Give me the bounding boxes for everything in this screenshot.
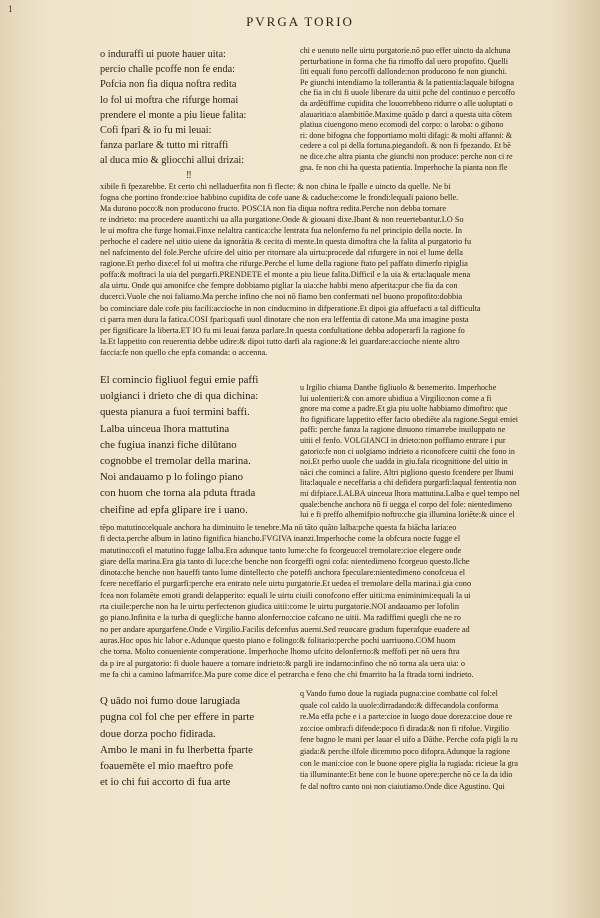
- text-line: auras.Hoc opus hic labor e.Adunque questo piano e folingo:& folitario:perche pochi uarriuono.COM huom: [100, 635, 456, 645]
- text-line: o induraffi ui puote hauer uita:: [100, 49, 226, 60]
- text-line: Pe giunchi intendiamo la tollerantia & la patientia:laquale bifogna: [300, 77, 514, 87]
- commentary-block-bottom: [300, 688, 586, 792]
- text-line: chi e uenuto nelle uirtu purgatorie.nō puo effer uincto da alchuna: [300, 46, 511, 55]
- verse-lines: [100, 693, 292, 791]
- text-line: perturbatione in forma che fia rimoffo dal uero propofito. Quelli: [300, 56, 508, 66]
- text-line: gnore ma come a padre.Et gia piu uolte habbiamo dimoftro: que: [300, 404, 508, 414]
- text-line: alauaritia:o alambitiōe.Maxime quādo p darci a questa uita cōtem: [300, 109, 512, 119]
- commentary-lines: [100, 181, 586, 358]
- text-line: dinota:che benche non haueffi tanto lume dintellecto che poteffi anchora fpeculare:nientedimeno conofceua el: [100, 568, 466, 578]
- text-line: da p ire al purgatorio: fi duole hauere a tornare indrieto:& pargli ire indarno:infino che nō torna ala uera uia: o: [100, 658, 466, 668]
- text-line: quale:benche anchora nō fi uegga el corpo del fole: nientedimeno: [300, 499, 512, 509]
- text-line: con le mani:cioe con le buone opere piglia la rugiada: ricieue la gra: [300, 758, 518, 768]
- text-line: rta ciuile:perche non ha le uirtu perfectenon giudica uitii:come le uirtu purgatorie.NOI andauamo per lofolin: [100, 602, 460, 612]
- text-line: xibile fi fpezarebbe. Et certo chi nelladuerfita non fi flecte: & non china le fpalle e uincto da quelle. Ne bi: [100, 182, 451, 191]
- text-line: fanza parlare & tutto mi ritraffi: [100, 140, 229, 152]
- text-line: faccia:fe non quello che epfa comanda: o accenna.: [100, 347, 268, 357]
- text-line: le ui moftra che furge homai.Finxe nelaltra cantica:che lentrata fua nelonferno fu nel principio della nocte. In: [100, 226, 462, 236]
- text-line: tēpo matutino:elquale anchora ha diminuito le tenebre.Ma nō tāto quāto lalba:pche questa fa biācha laria:eo: [100, 523, 457, 532]
- text-line: la.Et lappetito con reuerentia debbe udire:& dipoi tutto darfi ala ragione:& lei guardare:accioche niente altro: [100, 336, 460, 346]
- commentary-lines: [300, 383, 586, 521]
- text-line: cheifine ad epfa glipare ire i uano.: [100, 503, 248, 516]
- text-line: ne dice.che altra pianta che giunchi non produce: perche non ci re: [300, 151, 513, 161]
- fleuron-ornament: ‼: [186, 170, 192, 181]
- text-line: che torna. Molto conueniente comperatione. Imperhoche lhomo ufcito delonferno:& meffofi per nō uera ftra: [100, 647, 460, 657]
- running-head: PVRGA TORIO: [246, 14, 354, 29]
- text-line: Ma durono poco:& non producono fructo. POSCIA non fia diqua noftra redita.Perche non debba tornare: [100, 204, 447, 214]
- text-line: Noi andauamo p lo folingo piano: [100, 471, 244, 484]
- text-line: Pofcia non fia diqua noftra redita: [100, 79, 237, 91]
- text-line: che fugiua inanzi fiche dilūtano: [100, 438, 237, 451]
- text-line: ala uirtu. Onde qui amonifce che fempre dobbiamo pigliar la uia:che habbi meno afperita:pur che fia da con: [100, 281, 458, 291]
- verse-lines: [100, 372, 292, 518]
- text-line: et io chi fui accorto di fua arte: [100, 776, 231, 789]
- text-line: me fa chi a camino lafmarrifce.Ma pure come dice el petrarcha e feno che chi fmarrito ha la ftrada torni indrieto.: [100, 669, 474, 679]
- text-line: da ardētiffime cupidita che louorrebbeno ridurre o alle uoluptati o: [300, 98, 513, 108]
- text-line: q Vando fumo doue la rugiada pugna:cioe combatte col fol:el: [300, 689, 498, 698]
- text-line: fe dal noftro canto noi non ciaiutiamo.Onde dice Agustino. Qui: [300, 781, 505, 791]
- verse-block-top: [100, 47, 292, 169]
- text-line: cognobbe el tremolar della marina.: [100, 455, 251, 468]
- text-line: giare della marina.Era gia tanto di luce:che benche non fcorgeffi ogni cofa: nientedimeno fcorgeuo questo.llche: [100, 556, 470, 566]
- commentary-lines: [300, 46, 586, 173]
- text-line: zo:cioe ombra:fi difende:poco fi dirada:& non fi rifolue. Virgilio: [300, 723, 509, 733]
- text-line: re indrieto: ma procedere auanti:chi ua alla purgatione.Onde & giouani dixe.Ibant & non reuertebantur.LO So: [100, 215, 464, 225]
- text-line: go piano.Infinita e la turba di quegli:che hanno alonferno:cioe cafcano ne uitii. Ma radiffimi quegli che ne ro: [100, 613, 461, 623]
- text-line: lo fol ui moftra che rifurge homai: [100, 94, 239, 106]
- text-line: doue dorza pocho fidirada.: [100, 727, 216, 740]
- text-line: questa pianura a fuoi termini baffi.: [100, 406, 250, 419]
- text-line: fcea non folamēte emoti grandi delapperito: equali le uirtu ciuili conofcono effer uitii:ma eniminimi:equali la ui: [100, 590, 471, 600]
- text-line: El comincio figliuol fegui emie paffi: [100, 374, 259, 386]
- text-line: Cofi fpari & io fu mi leuai:: [100, 125, 212, 137]
- text-line: cedere a col pi della fortuna.piegandofi. & non fi fpezando. Et bē: [300, 141, 511, 151]
- text-line: per fignificare la liberta.ET IO fu mi leuai fanza parlare.In questa confultatione debba adoperarfi la ragione fo: [100, 325, 465, 335]
- text-line: prendere el monte a piu lieue falita:: [100, 109, 247, 121]
- text-line: lui uolentieri:& con amore ubidiua a Virgilio:non come a fi: [300, 393, 492, 403]
- text-line: con huom che torna ala pduta ftrada: [100, 487, 256, 500]
- commentary-block-lower: [100, 522, 586, 680]
- text-line: ci parra men dura la fatica.COSI fpari:quafi uuol dinotare che non era leffentia di catone.Ma una imagine posta: [100, 314, 469, 324]
- text-line: noi.Et perho uuole che uadda in giu.fala ricognitione del uitio in: [300, 457, 508, 467]
- text-line: nel nafcimento del fole.Perche ufcire del uitio per ritornare ala uirtu:procede dal rifurgere in noi el lume della: [100, 248, 463, 258]
- text-line: matutino:cofi el matutino fugge lalba.Era adunque tanto lume:che fo fcorgeuo:el tremolare:cioe elegere onde: [100, 545, 462, 555]
- text-line: fene bagno le mani per lauar el uifo a Dāthe. Perche cofa pigli la ru: [300, 735, 518, 745]
- text-line: foauemēte el mio maeftro pofe: [100, 760, 234, 773]
- text-line: uitii el fenfo. VOLGIANCI in drieto:non poffiamo entrare i pur: [300, 435, 506, 445]
- commentary-block-top: [300, 46, 586, 173]
- commentary-block-full: [100, 181, 586, 358]
- text-line: u Irgilio chiama Danthe figliuolo & benemerito. Imperhoche: [300, 383, 497, 392]
- verse-lines: [100, 47, 292, 169]
- text-line: bo cominciare dale cofe piu facili:accioche in non cinducmino in difperatione.Et dipoi gia affuefacti a tal difficulta: [100, 303, 481, 313]
- commentary-lines: [300, 688, 586, 792]
- text-line: gna. fe non chi ha questa patientia. Imperhoche la pianta non fle: [300, 162, 508, 172]
- commentary-lines: [100, 522, 586, 680]
- text-line: fi decta.perche album in latino fignifica biancho.FVGIVA inanzi.Imperhoche come la obfcura nocte fugge el: [100, 534, 461, 544]
- text-line: fto fignificare lappetito effer facto obediēte ala ragione.Segui emiei: [300, 414, 519, 424]
- text-line: fcere neceffario el purgarfi:perche era entrato nele uirtu purgatorie.Et uedea el tremolare della marina.i gia cono: [100, 579, 472, 589]
- text-line: giada:& perche ilfole dicemmo poco difopra.Adunque la ragione: [300, 746, 510, 756]
- text-line: Lalba uinceua lhora mattutina: [100, 422, 230, 435]
- text-line: paffi: perche fanza la ragione dinuono rimarrebe inuiluppato ne: [300, 425, 506, 435]
- verse-block-middle: [100, 372, 292, 518]
- text-line: no per andare apurgarfene.Onde e Virgilio.Facilis defcenfus auerni.Sed reuocare gradum fuperafque euadere ad: [100, 624, 470, 634]
- text-line: uolgianci i drieto che di qua dichina:: [100, 390, 259, 403]
- text-line: al duca mio & gliocchi allui drizai:: [100, 155, 245, 167]
- text-line: percio challe pcoffe non fe enda:: [100, 64, 236, 76]
- text-line: che fia in chi fi uuole liberare da uitii pche del continuo e percoffo: [300, 88, 515, 98]
- text-line: lui e fi preffo alhemifpio noftro:che gia illumina loriēte:& uince el: [300, 510, 515, 520]
- text-line: tia illuminante:Et bene con le buone opere:perche nō ce la da idio: [300, 770, 513, 780]
- text-line: ſiti equali fono percoffi dallonde:non producono fe non giunchi.: [300, 67, 507, 77]
- text-line: ducerci.Vuole che noi faliamo.Ma perche infino che noi nō fiamo ben confermati nel buono propofito:dobbia: [100, 292, 463, 302]
- verse-block-bottom: [100, 693, 292, 791]
- text-line: mi difpiace.LALBA uinceua lhora mattutina.Lalba e quel tempo nel: [300, 488, 520, 498]
- text-line: perhoche el cadere nel uitio uiene da ignorātia & cecita di mente.In questa dimoftra che la falita al purgatorio fu: [100, 237, 472, 247]
- folio-mark: 1: [8, 4, 13, 14]
- text-line: ragione.Et perho dixe:el fol ui moftra che rifurge.Perche el lume della ragione ftato pel paffato dimerfo ripiglia: [100, 259, 468, 269]
- text-line: quale col caldo la uuole:dirradando:& diffecandola conforma: [300, 700, 499, 710]
- text-line: platiua ciuengono meno ecomodi del corpo: o laroba: o gihono: [300, 120, 504, 130]
- text-line: Q uādo noi fumo doue larugiada: [100, 695, 241, 707]
- text-line: fogna che portino fronde:cioe habbino cupidita de cofe uane & caduche:come le frondi:lequali paiono belle.: [100, 193, 459, 203]
- text-line: poffa:& moftraci la uia del purgarfi.PRENDETE el monte a piu lieue falita.Difficil e la uia & erta:laquale mena: [100, 270, 471, 280]
- text-line: nāci che cominci a falire. Altri pigliono questo fcendere per lhumi: [300, 467, 514, 477]
- text-line: pugna col fol che per effere in parte: [100, 711, 255, 724]
- text-line: Ambo le mani in fu lherbetta fparte: [100, 743, 253, 756]
- text-line: re.Ma effa pche e i a parte:cioe in luogo doue doreza:cioe doue re: [300, 712, 513, 722]
- text-line: lita:laquale e neceffaria a chi defidera purgarfi:laqual fententia non: [300, 478, 517, 488]
- commentary-block-middle: [300, 383, 586, 521]
- text-line: ri: done bifogna che fopportiamo molti difagi: & molti affanni: &: [300, 130, 513, 140]
- text-line: gatorio:fe non ci uolgiamo indrieto a riconofcere cuitii che fono in: [300, 446, 515, 456]
